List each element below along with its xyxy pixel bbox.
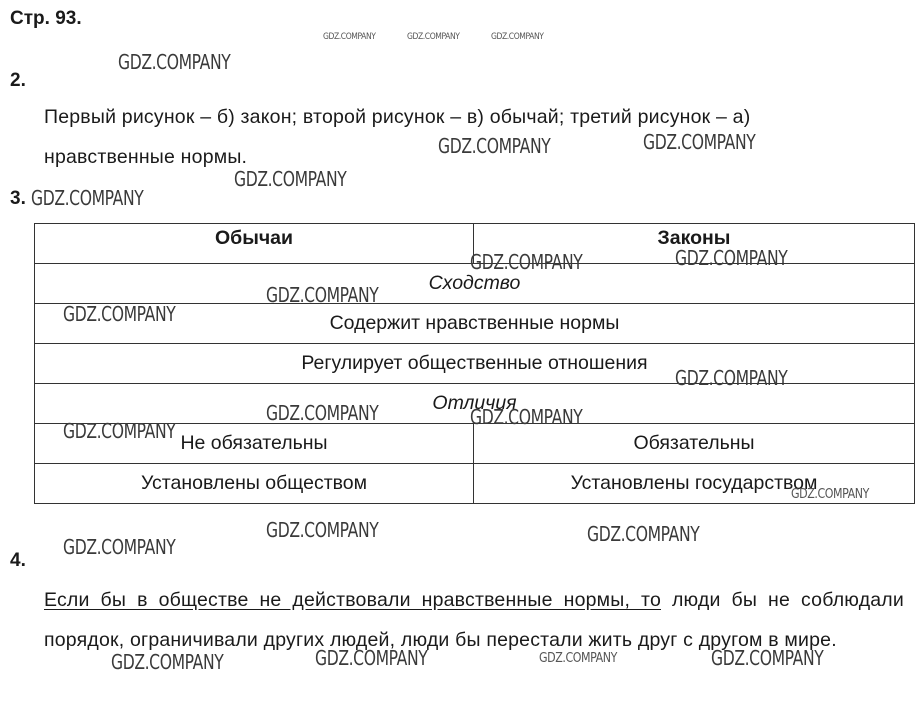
watermark: GDZ.COMPANY [470,250,583,274]
differences-heading: Отличия [35,384,915,424]
similarity-cell: Регулирует общественные отношения [35,344,915,384]
watermark: GDZ.COMPANY [587,522,700,546]
watermark: GDZ.COMPANY [491,32,544,42]
watermark: GDZ.COMPANY [63,535,176,559]
table-row [35,464,915,504]
watermark: GDZ.COMPANY [234,167,347,191]
watermark: GDZ.COMPANY [31,186,144,210]
watermark: GDZ.COMPANY [111,650,224,674]
watermark: GDZ.COMPANY [315,646,428,670]
watermark: GDZ.COMPANY [407,32,460,42]
watermark: GDZ.COMPANY [675,246,788,270]
watermark: GDZ.COMPANY [63,419,176,443]
task-4-rest: люди бы не соблюдали порядок, ограничивали других людей, люди бы перестали жить друг с другом в мире. [44,589,904,651]
watermark: GDZ.COMPANY [266,518,379,542]
task-4-number: 4. [10,550,26,571]
difference-cell-laws: Установлены государством [474,464,915,504]
watermark: GDZ.COMPANY [791,487,869,502]
watermark: GDZ.COMPANY [63,302,176,326]
watermark: GDZ.COMPANY [118,50,231,74]
watermark: GDZ.COMPANY [675,366,788,390]
page-number-label: Стр. 93. [10,8,82,29]
difference-cell-laws: Обязательны [474,424,915,464]
watermark: GDZ.COMPANY [643,130,756,154]
watermark: GDZ.COMPANY [266,401,379,425]
watermark: GDZ.COMPANY [539,651,617,666]
column-header-laws: Законы [474,224,915,264]
watermark: GDZ.COMPANY [266,283,379,307]
difference-cell-customs: Установлены обществом [35,464,474,504]
task-3-number: 3. [10,188,26,209]
similarity-cell: Содержит нравственные нормы [35,304,915,344]
watermark: GDZ.COMPANY [711,646,824,670]
column-header-customs: Обычаи [35,224,474,264]
watermark: GDZ.COMPANY [470,405,583,429]
watermark: GDZ.COMPANY [323,32,376,42]
task-2-number: 2. [10,70,26,91]
watermark: GDZ.COMPANY [438,134,551,158]
task-2-line-2: нравственные нормы. [44,146,248,168]
difference-cell-customs: Не обязательны [35,424,474,464]
task-2-line-1: Первый рисунок – б) закон; второй рисунок – в) обычай; третий рисунок – а) [44,106,751,128]
similarity-heading: Сходство [35,264,915,304]
task-4-underlined-clause: Если бы в обществе не действовали нравственные нормы, то [44,589,661,611]
